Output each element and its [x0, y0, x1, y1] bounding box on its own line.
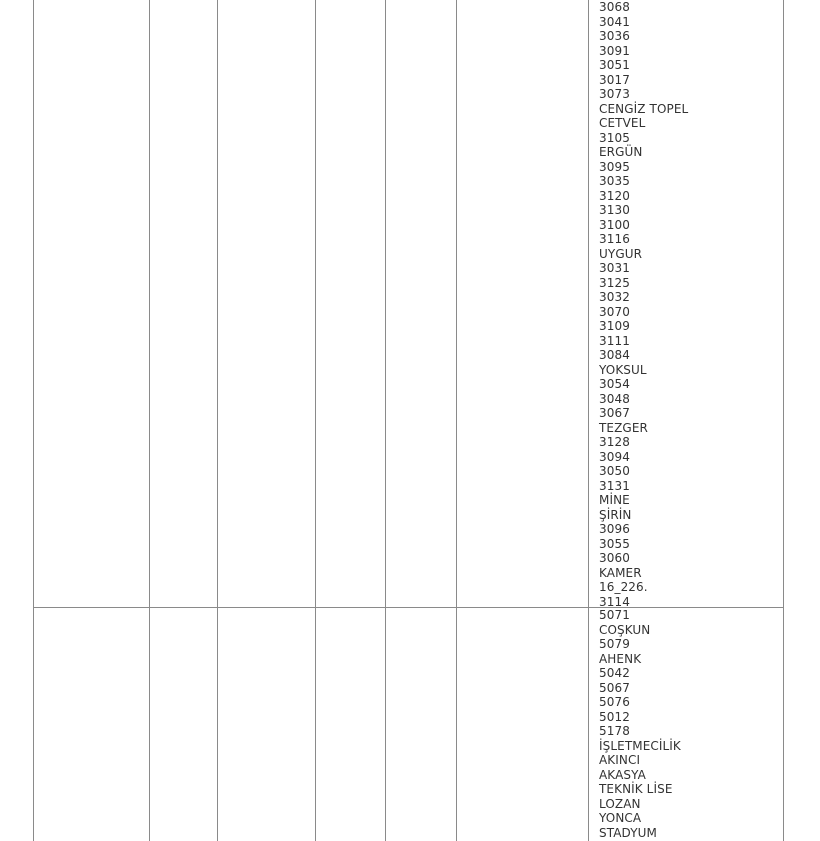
list-item: 3125	[599, 275, 630, 290]
list-item: 3111	[599, 333, 630, 348]
list-item: 3050	[599, 464, 630, 478]
list-item: YONCA	[599, 811, 642, 825]
column-border	[315, 0, 316, 841]
column-border	[149, 0, 150, 841]
list-item: 3094	[599, 449, 630, 464]
list-item: 5012	[599, 709, 630, 724]
list-item: 3105	[599, 130, 630, 145]
list-item: 3096	[599, 522, 630, 536]
list-item: 3114	[599, 594, 630, 609]
list-item: 3120	[599, 188, 630, 203]
list-item: TEZGER	[599, 420, 648, 435]
list-item: 3051	[599, 58, 630, 72]
list-item: AHENK	[599, 651, 642, 666]
list-item: KAMER	[599, 565, 642, 580]
column-border	[217, 0, 218, 841]
list-item: 3116	[599, 232, 630, 246]
list-item: 3060	[599, 551, 630, 565]
list-item: ŞİRİN	[599, 507, 632, 522]
list-item: 3070	[599, 304, 630, 319]
list-item: 16_226.	[599, 580, 648, 594]
table-cell-list	[599, 0, 688, 609]
list-item: UYGUR	[599, 246, 643, 261]
list-item: AKASYA	[599, 767, 646, 782]
list-item: 3054	[599, 377, 630, 391]
list-item: ERGÜN	[599, 145, 643, 159]
list-item: 5042	[599, 666, 630, 680]
list-item: CETVEL	[599, 116, 646, 130]
column-border	[783, 0, 784, 841]
list-item: 5076	[599, 695, 630, 709]
list-item: 3032	[599, 290, 630, 304]
list-item: COŞKUN	[599, 622, 651, 637]
list-item: YOKSUL	[599, 362, 647, 377]
list-item: AKINCI	[599, 753, 641, 767]
list-item: 5071	[599, 608, 630, 622]
list-item: 3031	[599, 261, 630, 275]
list-item: 5079	[599, 637, 630, 651]
list-item: MİNE	[599, 493, 630, 507]
list-item: 5178	[599, 724, 630, 738]
list-item: İŞLETMECİLİK	[599, 738, 681, 753]
list-item: TEKNİK LİSE	[599, 782, 673, 796]
list-item: 3128	[599, 435, 630, 449]
list-item: 3036	[599, 29, 630, 43]
list-item: LOZAN	[599, 796, 641, 811]
list-item: 3100	[599, 217, 630, 232]
list-item: 3048	[599, 391, 630, 406]
list-item: 3017	[599, 72, 630, 87]
list-item: 3109	[599, 319, 630, 333]
list-item: 3055	[599, 536, 630, 551]
column-border	[33, 0, 34, 841]
list-item: 3095	[599, 159, 630, 174]
list-item: 3041	[599, 14, 630, 29]
list-item: STADYUM	[599, 825, 657, 840]
list-item: 3073	[599, 87, 630, 101]
list-item: 5067	[599, 680, 630, 695]
column-border	[456, 0, 457, 841]
column-border	[385, 0, 386, 841]
table-cell-list	[599, 608, 681, 840]
list-item: 3131	[599, 478, 630, 493]
list-item: 3035	[599, 174, 630, 188]
list-item: 3068	[599, 0, 630, 14]
column-border	[588, 0, 589, 841]
list-item: 3130	[599, 203, 630, 217]
list-item: 3084	[599, 348, 630, 362]
list-item: 3091	[599, 43, 630, 58]
list-item: 3067	[599, 406, 630, 420]
list-item: CENGİZ TOPEL	[599, 101, 689, 116]
